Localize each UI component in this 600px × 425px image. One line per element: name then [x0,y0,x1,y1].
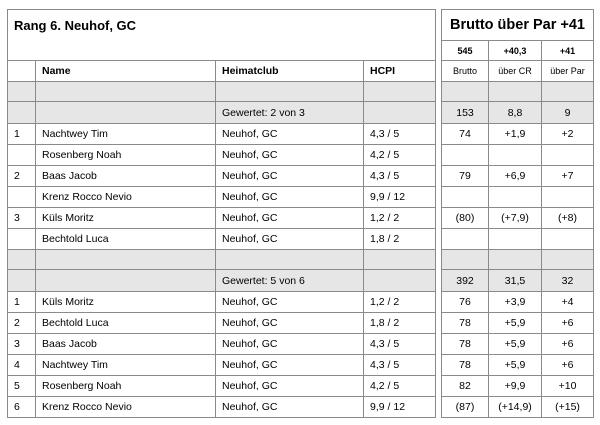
player-row [8,376,594,397]
player-club: Neuhof, GC [216,355,364,376]
player-brutto: 78 [442,355,489,376]
player-name: Küls Moritz [36,208,216,229]
player-rank [8,145,36,166]
player-row [8,313,594,334]
player-club: Neuhof, GC [216,397,364,418]
player-name: Krenz Rocco Nevio [36,187,216,208]
player-row [8,334,594,355]
player-club: Neuhof, GC [216,124,364,145]
player-rank: 1 [8,124,36,145]
player-par: +2 [542,124,594,145]
totals-row [8,41,594,61]
player-rank [8,187,36,208]
player-rank: 4 [8,355,36,376]
player-name: Küls Moritz [36,292,216,313]
player-brutto: 82 [442,376,489,397]
player-par: (+8) [542,208,594,229]
section-label: Gewertet: 2 von 3 [216,102,364,124]
player-par: +10 [542,376,594,397]
player-hcpi: 4,2 / 5 [364,376,436,397]
player-par: +4 [542,292,594,313]
player-cr: +5,9 [489,355,542,376]
player-par: +6 [542,313,594,334]
section-brutto: 153 [442,102,489,124]
player-hcpi: 9,9 / 12 [364,187,436,208]
player-cr: +5,9 [489,313,542,334]
column-header-cr: über CR [489,61,542,82]
column-header-name: Name [36,61,216,82]
player-par: (+15) [542,397,594,418]
player-club: Neuhof, GC [216,313,364,334]
player-cr: +3,9 [489,292,542,313]
player-club: Neuhof, GC [216,166,364,187]
title-row [8,10,594,41]
column-header-par: über Par [542,61,594,82]
section-par: 9 [542,102,594,124]
player-par [542,229,594,250]
player-rank: 2 [8,166,36,187]
player-name: Baas Jacob [36,166,216,187]
section-separator [8,250,594,270]
player-cr: +5,9 [489,334,542,355]
player-par: +6 [542,355,594,376]
player-brutto [442,229,489,250]
player-row [8,187,594,208]
player-brutto: 78 [442,313,489,334]
player-row [8,229,594,250]
player-brutto [442,145,489,166]
brutto-total: 545 [442,41,489,61]
section-summary-row [8,102,594,124]
player-brutto: 79 [442,166,489,187]
player-brutto: 76 [442,292,489,313]
player-club: Neuhof, GC [216,229,364,250]
player-par: +7 [542,166,594,187]
player-club: Neuhof, GC [216,292,364,313]
player-hcpi: 1,8 / 2 [364,229,436,250]
section-separator [8,82,594,102]
player-hcpi: 4,3 / 5 [364,124,436,145]
player-name: Rosenberg Noah [36,376,216,397]
player-row [8,397,594,418]
player-row [8,292,594,313]
player-row [8,124,594,145]
section-par: 32 [542,270,594,292]
player-hcpi: 1,8 / 2 [364,313,436,334]
section-label: Gewertet: 5 von 6 [216,270,364,292]
player-cr: (+7,9) [489,208,542,229]
player-rank: 5 [8,376,36,397]
player-cr: +1,9 [489,124,542,145]
player-hcpi: 4,3 / 5 [364,355,436,376]
column-header-row [8,61,594,82]
results-sheet [7,9,593,425]
player-hcpi: 4,3 / 5 [364,334,436,355]
player-name: Baas Jacob [36,334,216,355]
column-header-brutto: Brutto [442,61,489,82]
player-brutto: 74 [442,124,489,145]
team-title: Rang 6. Neuhof, GC [8,10,436,41]
player-club: Neuhof, GC [216,187,364,208]
player-row [8,208,594,229]
column-header-club: Heimatclub [216,61,364,82]
player-cr [489,187,542,208]
player-rank: 6 [8,397,36,418]
player-par [542,145,594,166]
player-name: Rosenberg Noah [36,145,216,166]
player-club: Neuhof, GC [216,208,364,229]
par-total: +41 [542,41,594,61]
player-brutto: (87) [442,397,489,418]
player-hcpi: 1,2 / 2 [364,292,436,313]
player-cr: +9,9 [489,376,542,397]
column-header-hcpi: HCPI [364,61,436,82]
player-name: Bechtold Luca [36,313,216,334]
player-name: Krenz Rocco Nevio [36,397,216,418]
player-brutto: (80) [442,208,489,229]
player-hcpi: 9,9 / 12 [364,397,436,418]
player-rank [8,229,36,250]
section-brutto: 392 [442,270,489,292]
player-name: Bechtold Luca [36,229,216,250]
player-par: +6 [542,334,594,355]
section-cr: 31,5 [489,270,542,292]
player-par [542,187,594,208]
player-club: Neuhof, GC [216,334,364,355]
player-rank: 3 [8,208,36,229]
player-cr [489,145,542,166]
player-hcpi: 1,2 / 2 [364,208,436,229]
player-brutto [442,187,489,208]
player-rank: 1 [8,292,36,313]
section-summary-row [8,270,594,292]
player-rank: 2 [8,313,36,334]
player-hcpi: 4,3 / 5 [364,166,436,187]
player-name: Nachtwey Tim [36,355,216,376]
player-name: Nachtwey Tim [36,124,216,145]
player-cr: (+14,9) [489,397,542,418]
player-rank: 3 [8,334,36,355]
cr-total: +40,3 [489,41,542,61]
section-cr: 8,8 [489,102,542,124]
player-cr [489,229,542,250]
player-hcpi: 4,2 / 5 [364,145,436,166]
player-cr: +6,9 [489,166,542,187]
player-club: Neuhof, GC [216,376,364,397]
player-club: Neuhof, GC [216,145,364,166]
results-table [7,9,594,418]
player-row [8,166,594,187]
player-brutto: 78 [442,334,489,355]
brutto-title: Brutto über Par +41 [442,10,594,41]
player-row [8,355,594,376]
player-row [8,145,594,166]
